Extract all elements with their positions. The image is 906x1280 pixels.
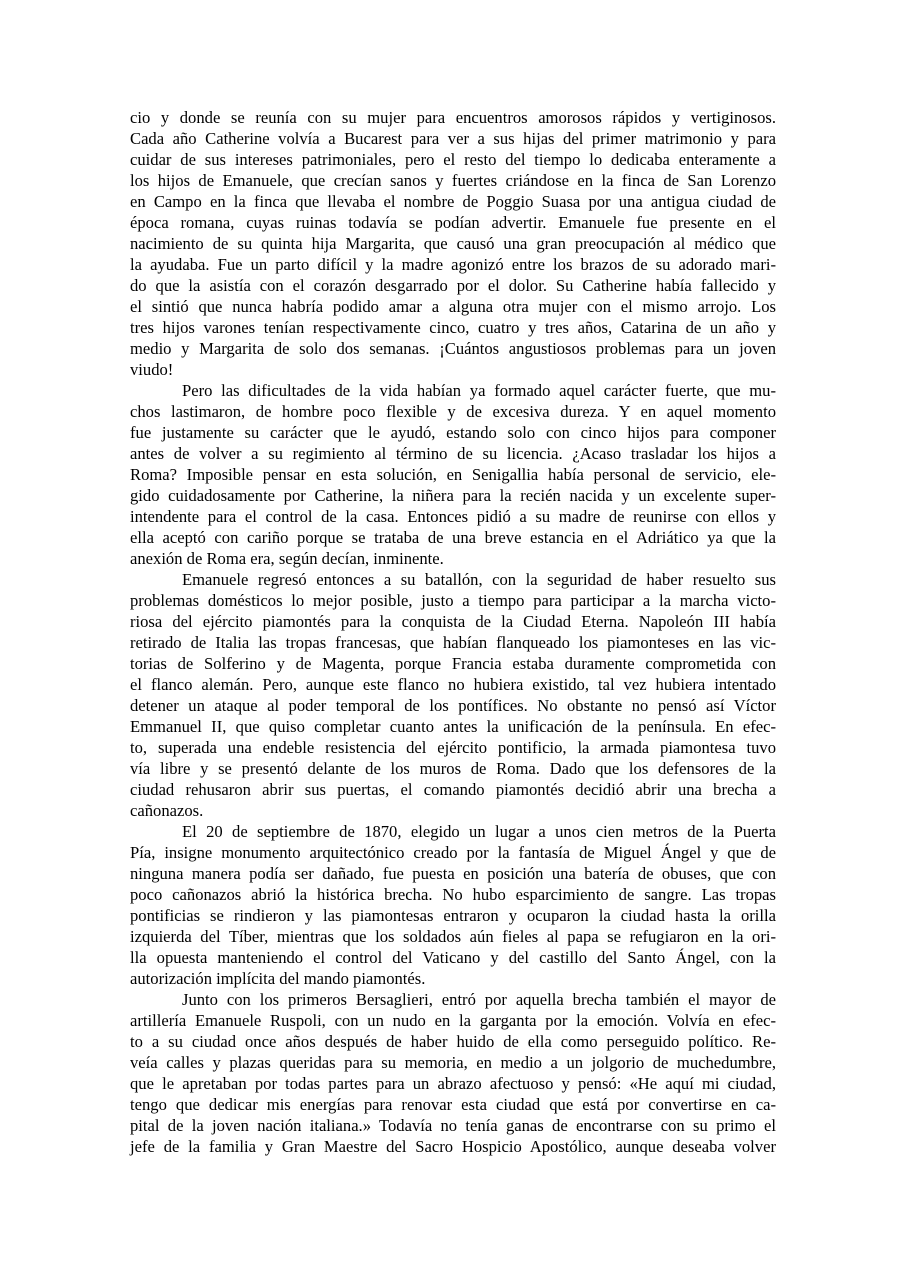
text-line: Pero las dificultades de la vida habían ya formado aquel carácter fuerte, que mu- (182, 381, 776, 400)
text-line: Cada año Catherine volvía a Bucarest para ver a sus hijas del primer matrimonio y para (130, 129, 776, 148)
text-line: pital de la joven nación italiana.» Todavía no tenía ganas de encontrarse con su primo el (130, 1116, 776, 1135)
text-line: tengo que dedicar mis energías para renovar esta ciudad que está por convertirse en ca- (130, 1095, 776, 1114)
text-line: pontificias se rindieron y las piamontesas entraron y ocuparon la ciudad hasta la orilla (130, 906, 776, 925)
text-line: ella aceptó con cariño porque se trataba de una breve estancia en el Adriático ya que la (130, 528, 776, 547)
paragraph (130, 989, 776, 1157)
text-line: tres hijos varones tenían respectivamente cinco, cuatro y tres años, Catarina de un año y (130, 318, 776, 337)
text-line: medio y Margarita de solo dos semanas. ¡Cuántos angustiosos problemas para un joven (130, 339, 776, 358)
text-line: nacimiento de su quinta hija Margarita, que causó una gran preocupación al médico que (130, 234, 776, 253)
text-line: antes de volver a su regimiento al término de su licencia. ¿Acaso trasladar los hijos a (130, 444, 776, 463)
text-line: jefe de la familia y Gran Maestre del Sacro Hospicio Apostólico, aunque deseaba volver (130, 1137, 776, 1156)
text-line: el flanco alemán. Pero, aunque este flanco no hubiera existido, tal vez hubiera intentado (130, 675, 776, 694)
text-line: cio y donde se reunía con su mujer para encuentros amorosos rápidos y vertiginosos. (130, 108, 776, 127)
text-line: Roma? Imposible pensar en esta solución, en Senigallia había personal de servicio, ele- (130, 465, 776, 484)
paragraph (130, 107, 776, 380)
text-line: el sintió que nunca habría podido amar a alguna otra mujer con el mismo arrojo. Los (130, 297, 776, 316)
text-line: gido cuidadosamente por Catherine, la niñera para la recién nacida y un excelente super- (130, 486, 776, 505)
text-line: Junto con los primeros Bersaglieri, entró por aquella brecha también el mayor de (182, 990, 776, 1009)
text-line: en Campo en la finca que llevaba el nombre de Poggio Suasa por una antigua ciudad de (130, 192, 776, 211)
text-line: viudo! (130, 360, 174, 379)
text-line: que le apretaban por todas partes para un abrazo afectuoso y pensó: «He aquí mi ciudad, (130, 1074, 776, 1093)
text-line: do que la asistía con el corazón desgarrado por el dolor. Su Catherine había fallecido y (130, 276, 776, 295)
text-line: riosa del ejército piamontés para la conquista de la Ciudad Eterna. Napoleón III había (130, 612, 776, 631)
text-line: autorización implícita del mando piamontés. (130, 969, 426, 988)
text-line: retirado de Italia las tropas francesas, que habían flanqueado los piamonteses en las vic- (130, 633, 776, 652)
text-line: época romana, cuyas ruinas todavía se podían advertir. Emanuele fue presente en el (130, 213, 776, 232)
text-line: El 20 de septiembre de 1870, elegido un lugar a unos cien metros de la Puerta (182, 822, 776, 841)
paragraph (130, 569, 776, 821)
text-line: cuidar de sus intereses patrimoniales, pero el resto del tiempo lo dedicaba enteramente a (130, 150, 776, 169)
text-line: fue justamente su carácter que le ayudó, estando solo con cinco hijos para componer (130, 423, 776, 442)
text-line: to, superada una endeble resistencia del ejército pontificio, la armada piamontesa tuvo (130, 738, 776, 757)
paragraph (130, 821, 776, 989)
text-line: Emmanuel II, que quiso completar cuanto antes la unificación de la península. En efec- (130, 717, 776, 736)
text-line: detener un ataque al poder temporal de los pontífices. No obstante no pensó así Víctor (130, 696, 776, 715)
text-line: problemas domésticos lo mejor posible, justo a tiempo para participar a la marcha victo- (130, 591, 776, 610)
text-line: cañonazos. (130, 801, 204, 820)
text-line: chos lastimaron, de hombre poco flexible y de excesiva dureza. Y en aquel momento (130, 402, 776, 421)
text-line: artillería Emanuele Ruspoli, con un nudo en la garganta por la emoción. Volvía en efec- (130, 1011, 776, 1030)
text-line: Pía, insigne monumento arquitectónico creado por la fantasía de Miguel Ángel y que de (130, 843, 776, 862)
body-text (130, 107, 776, 1157)
text-line: intendente para el control de la casa. Entonces pidió a su madre de reunirse con ellos y (130, 507, 776, 526)
text-line: poco cañonazos abrió la histórica brecha. No hubo esparcimiento de sangre. Las tropas (130, 885, 776, 904)
text-line: la ayudaba. Fue un parto difícil y la madre agonizó entre los brazos de su adorado mari- (130, 255, 776, 274)
text-line: ciudad rehusaron abrir sus puertas, el comando piamontés decidió abrir una brecha a (130, 780, 776, 799)
text-line: los hijos de Emanuele, que crecían sanos y fuertes criándose en la finca de San Lorenzo (130, 171, 776, 190)
text-line: veía calles y plazas queridas para su memoria, en medio a un jolgorio de muchedumbre, (130, 1053, 776, 1072)
text-line: to a su ciudad once años después de haber huido de ella como perseguido político. Re- (130, 1032, 776, 1051)
text-line: anexión de Roma era, según decían, inminente. (130, 549, 444, 568)
text-line: Emanuele regresó entonces a su batallón, con la seguridad de haber resuelto sus (182, 570, 776, 589)
text-line: ninguna manera podía ser dañado, fue puesta en posición una batería de obuses, que con (130, 864, 776, 883)
text-line: izquierda del Tíber, mientras que los soldados aún fieles al papa se refugiaron en la ori- (130, 927, 776, 946)
text-line: lla opuesta manteniendo el control del Vaticano y del castillo del Santo Ángel, con la (130, 948, 776, 967)
text-line: torias de Solferino y de Magenta, porque Francia estaba duramente comprometida con (130, 654, 776, 673)
paragraph (130, 380, 776, 569)
text-line: vía libre y se presentó delante de los muros de Roma. Dado que los defensores de la (130, 759, 776, 778)
